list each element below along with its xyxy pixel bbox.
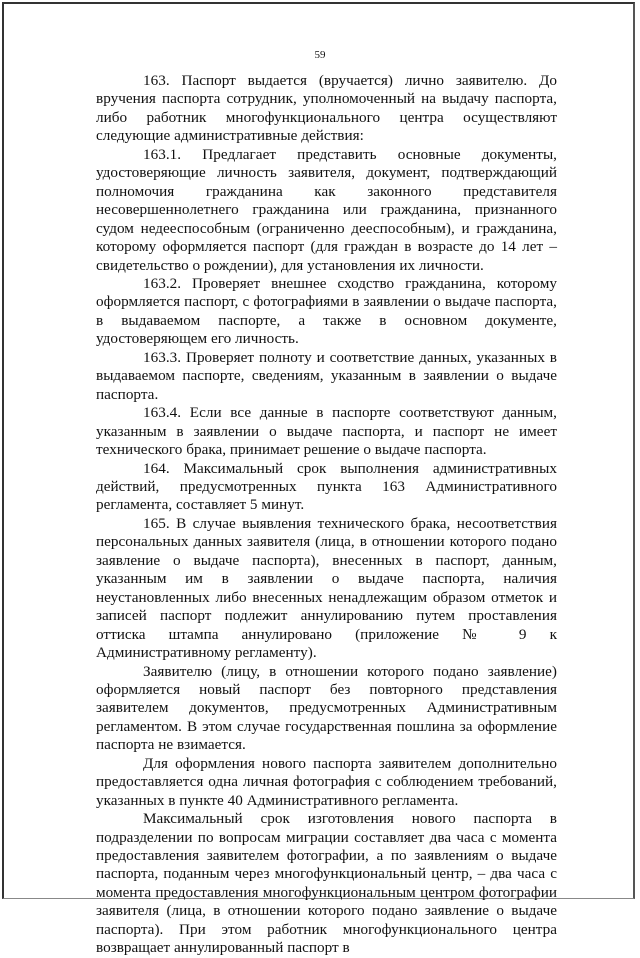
page-number: 59 — [314, 49, 326, 61]
paragraph-163: 163. Паспорт выдается (вручается) лично заявителю. До вручения паспорта сотрудник, уполномоченный на выдачу паспорта, либо работник многофункционального центра осуществляют следующие административные действия: — [96, 72, 557, 145]
paragraph-163-3: 163.3. Проверяет полноту и соответствие данных, указанных в выдаваемом паспорте, сведениям, указанным в заявлении о выдаче паспорта. — [96, 348, 557, 403]
paragraph-max-production-time: Максимальный срок изготовления нового паспорта в подразделении по вопросам миграции составляет два часа с момента предоставления заявителем фотографии, а по заявлениям о выдаче паспорта, поданным через многофункциональный центр, – два часа с момента предоставления многофункциональным центром фотографии заявителя (лица, в отношении которого подано заявление о выдаче паспорта). При этом работник многофункционального центра возвращает аннулированный паспорт в — [96, 810, 557, 957]
document-body — [96, 72, 557, 958]
paragraph-new-passport: Заявителю (лицу, в отношении которого подано заявление) оформляется новый паспорт без повторного представления заявителем документов, предусмотренных Административным регламентом. В этом случае государственная пошлина за оформление паспорта не взимается. — [96, 662, 557, 754]
paragraph-163-1: 163.1. Предлагает представить основные документы, удостоверяющие личность заявителя, документ, подтверждающий полномочия гражданина как законного представителя несовершеннолетнего гражданина или гражданина, признанного судом недееспособным (ограниченно дееспособным), и гражданина, которому оформляется паспорт (для граждан в возрасте до 14 лет – свидетельство о рождении), для установления их личности. — [96, 145, 557, 274]
paragraph-photo-requirement: Для оформления нового паспорта заявителем дополнительно предоставляется одна личная фотография с соблюдением требований, указанных в пункте 40 Административного регламента. — [96, 754, 557, 809]
paragraph-163-2: 163.2. Проверяет внешнее сходство гражданина, которому оформляется паспорт, с фотографиями в заявлении о выдаче паспорта, в выдаваемом паспорте, а также в основном документе, удостоверяющем его личность. — [96, 274, 557, 348]
paragraph-163-4: 163.4. Если все данные в паспорте соответствуют данным, указанным в заявлении о выдаче паспорта, и паспорт не имеет технического брака, принимает решение о выдаче паспорта. — [96, 404, 557, 459]
paragraph-164: 164. Максимальный срок выполнения административных действий, предусмотренных пункта 163 Административного регламента, составляет 5 минут. — [96, 459, 557, 514]
paragraph-165: 165. В случае выявления технического брака, несоответствия персональных данных заявителя (лица, в отношении которого подано заявление о выдаче паспорта), внесенных в паспорт, данным, указанным им в заявлении о выдаче паспорта, наличия неустановленных либо внесенных ненадлежащим образом отметок и записей паспорт подлежит аннулированию путем проставления оттиска штампа аннулировано (приложение № 9 к Административному регламенту). — [96, 514, 557, 662]
